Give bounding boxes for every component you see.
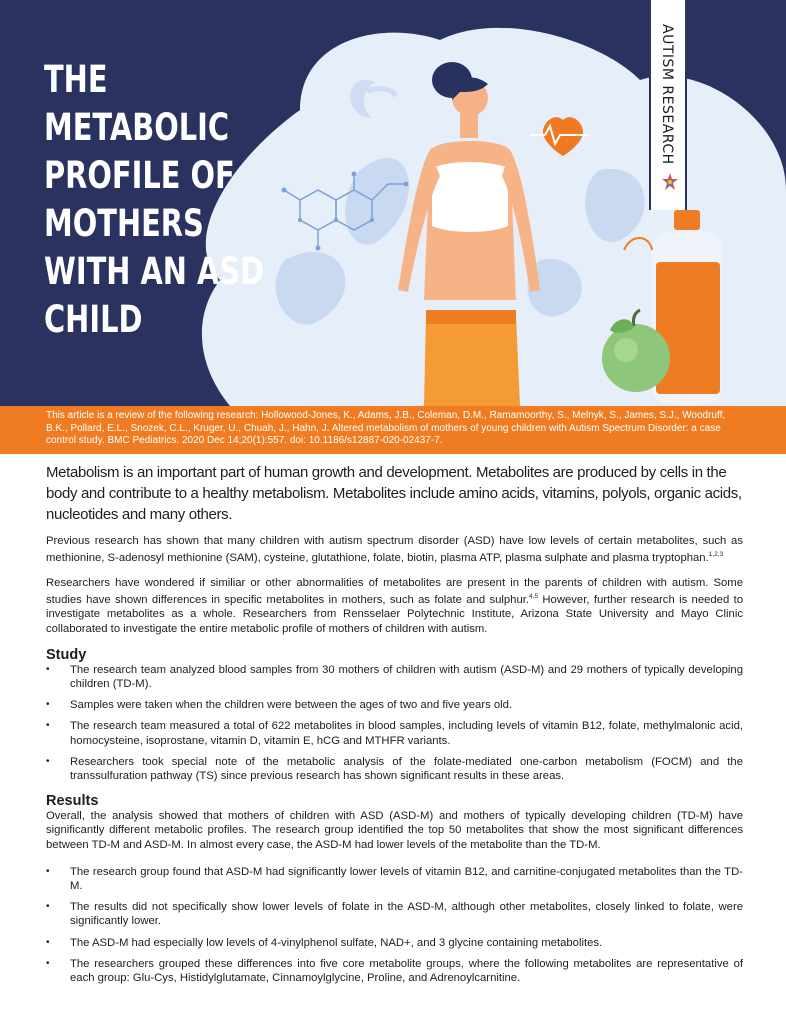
footnote-ref: 1,2,3 — [708, 551, 724, 559]
hero-banner — [0, 0, 786, 406]
list-item: • The results did not specifically show lower levels of folate in the ASD-M, although other metabolites, closely linked to folate, were significantly lower. — [46, 900, 743, 928]
list-item: • The research group found that ASD-M had significantly lower levels of vitamin B12, and carnitine-conjugated metabolites than the TD-M. — [46, 865, 743, 893]
star-logo-icon — [660, 172, 680, 192]
title-line: MOTHERS — [44, 202, 204, 245]
page-title — [44, 56, 304, 344]
results-list — [46, 865, 743, 985]
list-item: • The research team measured a total of 622 metabolites in blood samples, including levels of vitamin B12, folate, methylmalonic acid, homocysteine, isoprostane, vitamin D, vitamin E, hCG and MTHFR variants. — [46, 719, 743, 747]
title-line: WITH AN ASD — [44, 250, 265, 293]
list-item: • The researchers grouped these differences into five core metabolite groups, where the following metabolites are representative of each group: Glu-Cys, Histidylglutamate, Cinnamoylglycine, Proline, and Adrenoylcarnitine. — [46, 957, 743, 985]
title-line: METABOLIC — [44, 106, 230, 149]
article-body — [46, 462, 743, 992]
background-paragraph — [46, 576, 743, 636]
citation-banner: This article is a review of the following research: Hollowood-Jones, K., Adams, J.B., Coleman, D.M., Ramamoorthy, S., Melnyk, S., James, S.J., Woodruff, B.K., Pollard, E.L., Snozek, C.L., Kruger, U., Chuah, J., Hahn, J. Altered metabolism of mothers of young children with Autism Spectrum Disorder: a case control study. BMC Pediatrics. 2020 Dec 14;20(1):557. doi: 10.1186/s12887-020-02437-7. — [0, 406, 786, 454]
study-heading: Study — [46, 646, 87, 663]
footnote-ref: 4,5 — [529, 593, 539, 601]
list-item: • The research team analyzed blood samples from 30 mothers of children with autism (ASD-M) and 29 mothers of typically developing children (TD-M). — [46, 663, 743, 691]
title-line: PROFILE OF — [44, 154, 235, 197]
background-text-b: However, further research is needed to investigate metabolites as a whole. Researchers from Rensselaer Polytechnic Institute, Arizona State University and Mayo Clinic collaborated to investigate the entire metabolic profile of mothers of children with autism. — [46, 594, 743, 635]
results-intro: Overall, the analysis showed that mothers of children with ASD (ASD-M) and mothers of typically developing children (TD-M) have significantly different metabolic profiles. The research group identified the top 50 metabolites that show the most significant differences between TD-M and ASD-M. In almost every case, the ASD-M had lower levels of the metabolite than the TD-M. — [46, 810, 743, 851]
results-heading: Results — [46, 793, 99, 810]
study-list — [46, 663, 743, 783]
category-tag — [649, 0, 687, 210]
category-tag-label: AUTISM RESEARCH — [659, 24, 675, 165]
list-item: • Samples were taken when the children were between the ages of two and five years old. — [46, 698, 743, 712]
list-item: • Researchers took special note of the metabolic analysis of the folate-mediated one-carbon metabolism (FOCM) and the transsulfuration pathway (TS) since previous research has shown significant results in these areas. — [46, 755, 743, 783]
background-text-a: Researchers have wondered if similiar or other abnormalities of metabolites are present in the parents of children with autism. Some studies have shown differences in specific metabolites in mothers, such as folate and sulphur. — [46, 577, 743, 607]
intro-paragraph — [46, 534, 743, 565]
title-line: CHILD — [44, 298, 143, 341]
list-item: • The ASD-M had especially low levels of 4-vinylphenol sulfate, NAD+, and 3 glycine containing metabolites. — [46, 936, 743, 950]
title-line: THE — [44, 58, 108, 101]
lead-paragraph: Metabolism is an important part of human growth and development. Metabolites are produced by cells in the body and contribute to a healthy metabolism. Metabolites include amino acids, vitamins, polyols, organic acids, nucleotides and many others. — [46, 464, 742, 523]
intro-paragraph-text: Previous research has shown that many children with autism spectrum disorder (ASD) have low levels of certain metabolites, such as methionine, S-adenosyl methionine (SAM), cysteine, glutathione, folate, biotin, plasma ATP, plasma sulphate and plasma tryptophan. — [46, 535, 743, 564]
